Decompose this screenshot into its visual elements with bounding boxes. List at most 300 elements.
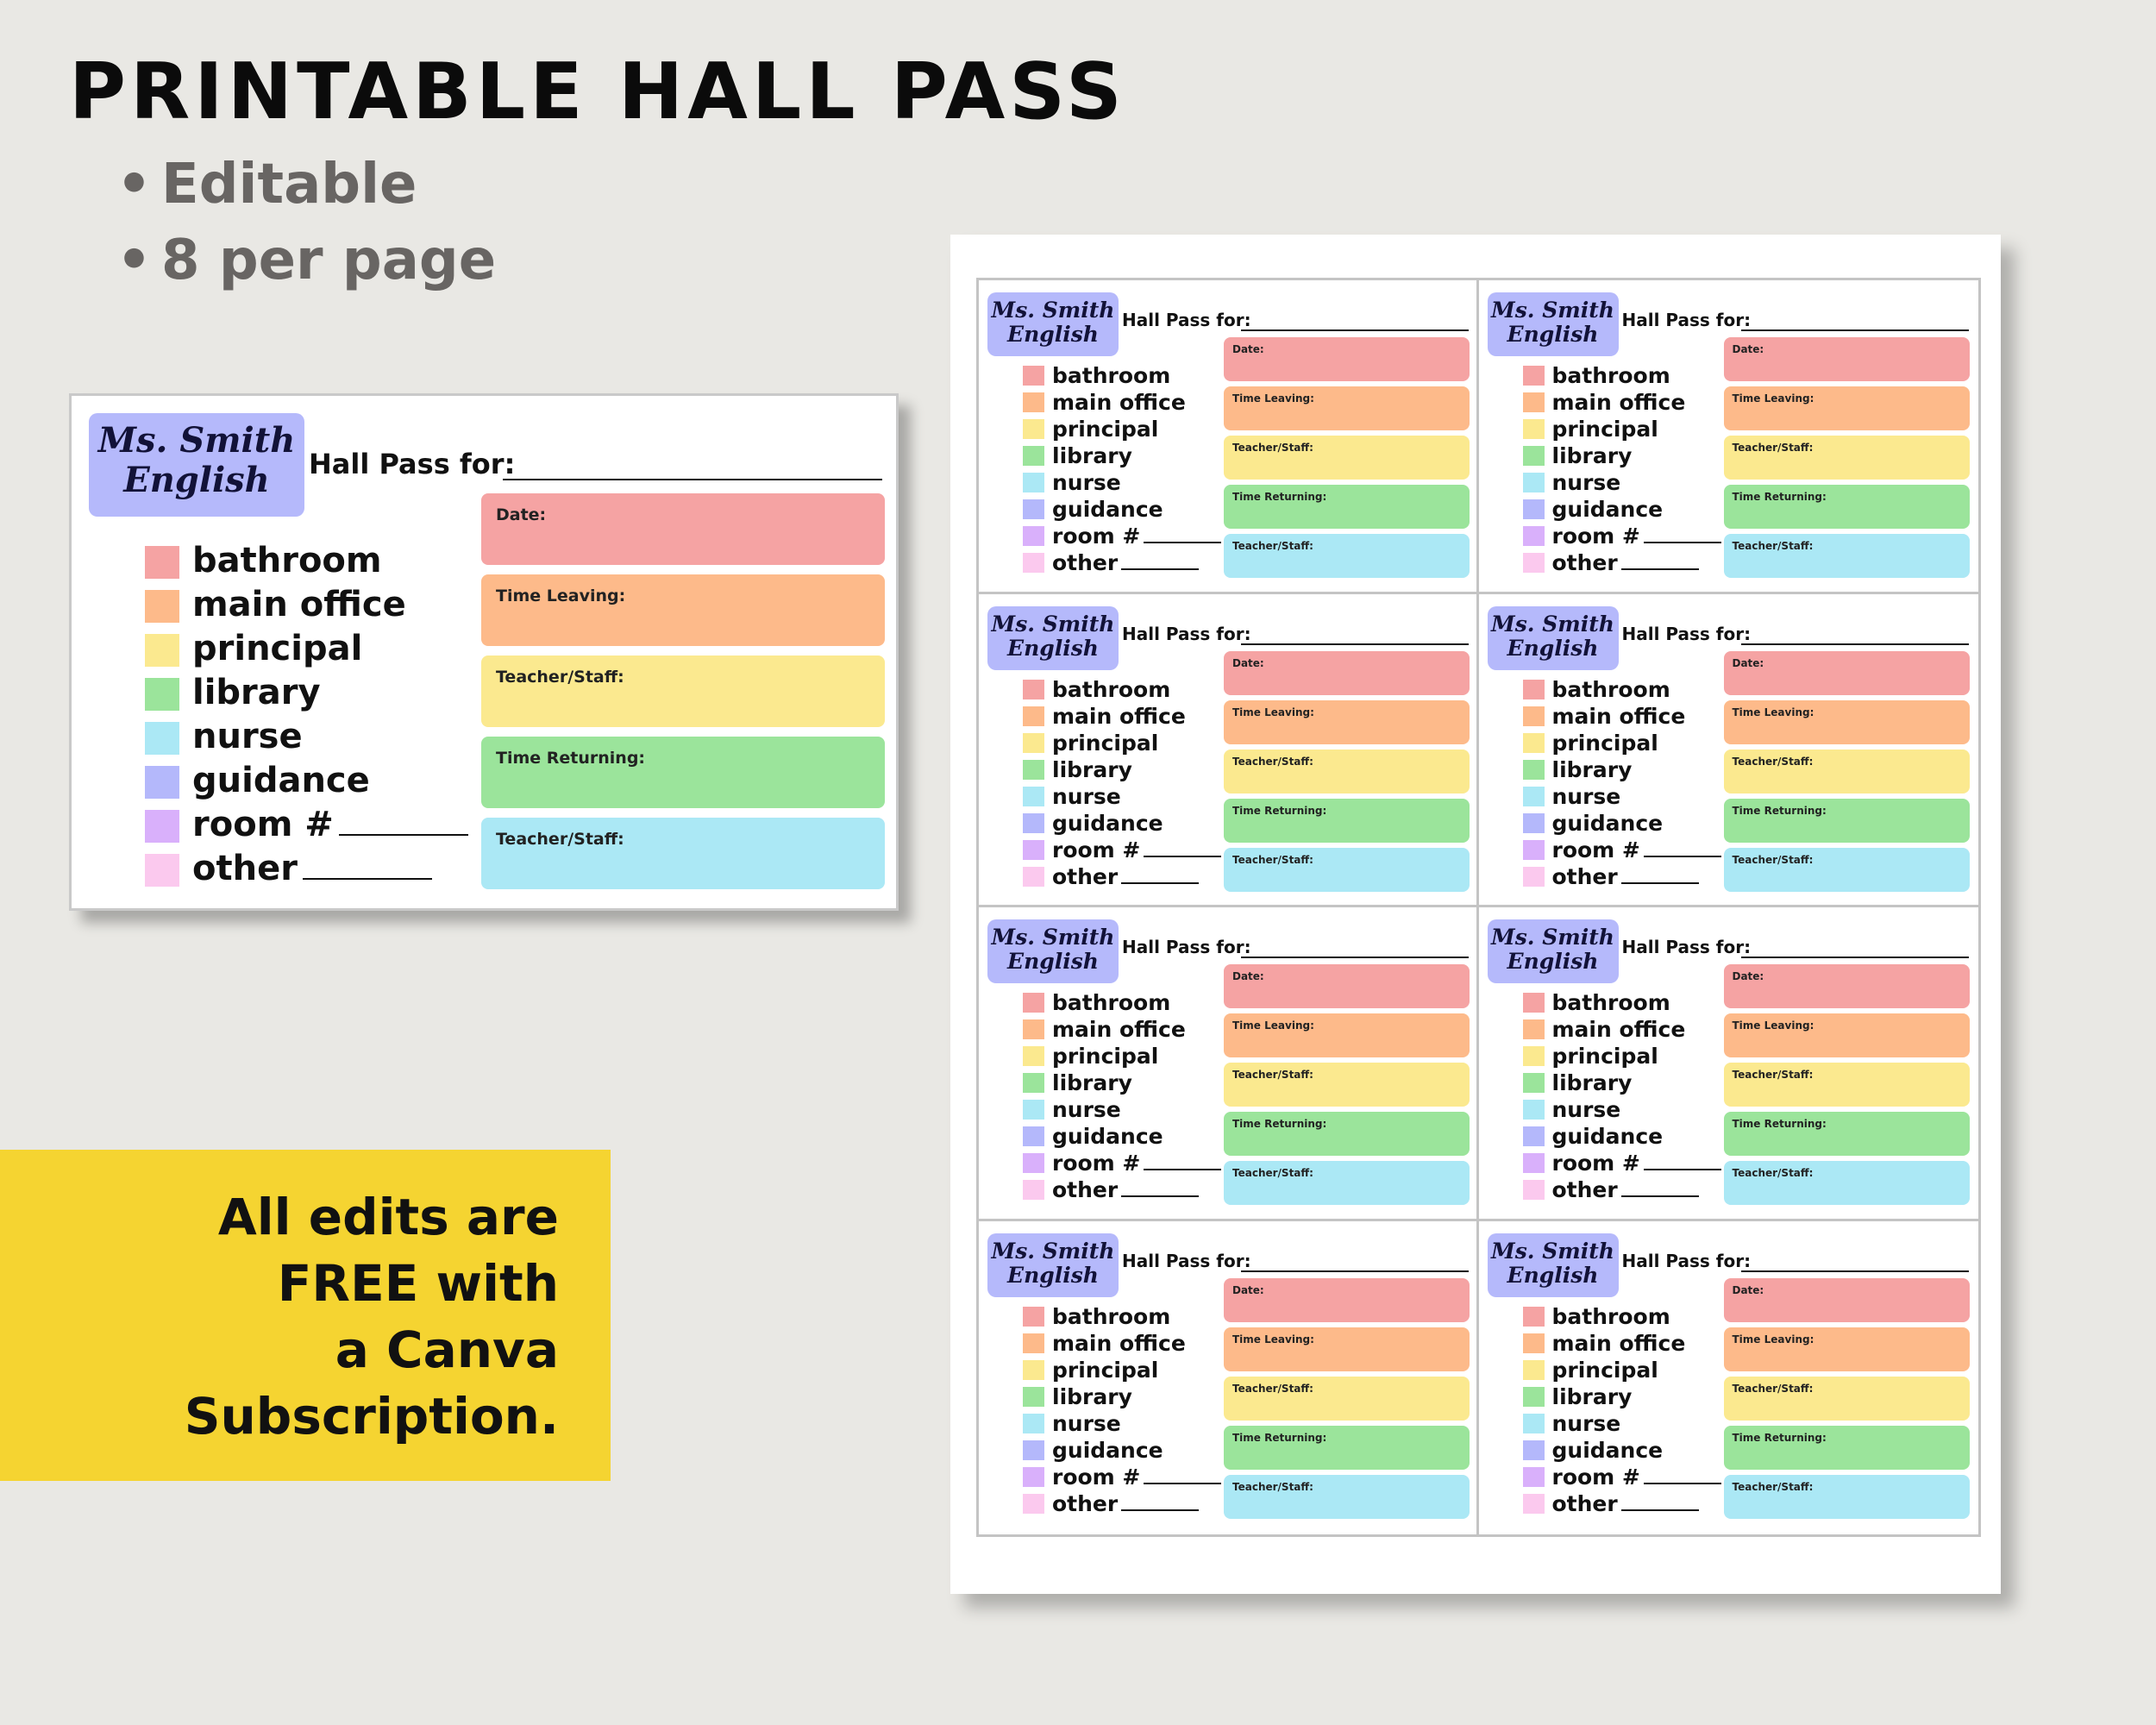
destination-option[interactable] (145, 759, 468, 803)
destination-label: bathroom (1551, 1303, 1670, 1329)
destination-option[interactable] (1523, 703, 1721, 730)
pass-field[interactable] (481, 493, 885, 565)
destination-option[interactable] (1523, 1490, 1721, 1517)
pass-field[interactable] (1224, 1063, 1470, 1107)
pass-field[interactable] (1224, 1426, 1470, 1470)
destination-option[interactable] (1023, 783, 1221, 810)
destination-swatch[interactable] (1523, 1046, 1545, 1066)
pass-for-input[interactable] (503, 479, 882, 480)
destination-label: guidance (1551, 810, 1664, 836)
destination-blank-input[interactable] (1644, 1483, 1721, 1484)
pass-field[interactable] (1724, 1327, 1970, 1371)
printable-sheet (950, 235, 2001, 1594)
destination-swatch[interactable] (1523, 1360, 1545, 1380)
destination-option[interactable] (1023, 703, 1221, 730)
destination-option[interactable] (1523, 783, 1721, 810)
destination-swatch[interactable] (1023, 1180, 1044, 1200)
destination-swatch[interactable] (1023, 760, 1044, 780)
pass-field[interactable] (1724, 386, 1970, 430)
subject-name: English (123, 460, 270, 500)
destination-swatch[interactable] (145, 766, 179, 799)
destination-option[interactable] (1523, 989, 1721, 1016)
destination-option[interactable] (1523, 389, 1721, 416)
destination-swatch[interactable] (1523, 1180, 1545, 1200)
pass-field[interactable] (1724, 337, 1970, 381)
destination-option[interactable] (1023, 523, 1221, 549)
destination-option[interactable] (1023, 389, 1221, 416)
destination-swatch[interactable] (1523, 1387, 1545, 1407)
field-label: Time Leaving: (1732, 1333, 1814, 1346)
destination-swatch[interactable] (1523, 1153, 1545, 1173)
destination-swatch[interactable] (1023, 867, 1044, 887)
pass-field[interactable] (1224, 436, 1470, 480)
field-label: Date: (1732, 1283, 1764, 1296)
destination-swatch[interactable] (1023, 526, 1044, 546)
pass-field[interactable] (1724, 651, 1970, 695)
pass-for-input[interactable] (1241, 643, 1469, 645)
destination-option[interactable] (1523, 1123, 1721, 1150)
destination-swatch[interactable] (1023, 473, 1044, 492)
destination-label: main office (1551, 703, 1686, 729)
destination-swatch[interactable] (1023, 1467, 1044, 1487)
destination-option[interactable] (1523, 1043, 1721, 1070)
field-label: Time Returning: (1232, 1118, 1327, 1130)
destination-swatch[interactable] (1023, 840, 1044, 860)
subject-name: English (1007, 949, 1099, 974)
pass-field[interactable] (1724, 848, 1970, 892)
feature-item: • Editable (116, 147, 496, 223)
destination-option[interactable] (1023, 756, 1221, 783)
hall-pass-preview (69, 393, 899, 911)
field-label: Teacher/Staff: (1732, 1069, 1814, 1081)
pass-for-label: Hall Pass for: (1122, 937, 1251, 957)
destination-option[interactable] (1523, 756, 1721, 783)
pass-for-label: Hall Pass for: (1621, 623, 1752, 644)
destination-swatch[interactable] (145, 810, 179, 843)
destination-swatch[interactable] (1023, 1153, 1044, 1173)
destination-label: room # (1052, 1464, 1141, 1490)
destination-swatch[interactable] (1023, 1126, 1044, 1146)
destination-swatch[interactable] (1523, 1307, 1545, 1327)
destination-blank-input[interactable] (1144, 856, 1221, 857)
destination-swatch[interactable] (1023, 1414, 1044, 1433)
destination-option[interactable] (1023, 1150, 1221, 1176)
teacher-name: Ms. Smith (1491, 298, 1614, 323)
destination-swatch[interactable] (1023, 813, 1044, 833)
destination-label: room # (1052, 1151, 1141, 1176)
destination-swatch[interactable] (145, 678, 179, 711)
pass-for-input[interactable] (1241, 1270, 1469, 1272)
pass-for-label: Hall Pass for: (1122, 623, 1251, 644)
pass-field[interactable] (1724, 485, 1970, 529)
pass-field[interactable] (1224, 386, 1470, 430)
destination-label: guidance (1052, 1437, 1163, 1463)
destination-swatch[interactable] (1023, 392, 1044, 412)
destination-option[interactable] (1023, 1176, 1221, 1203)
teacher-badge[interactable] (1488, 292, 1619, 356)
field-label: Teacher/Staff: (1732, 1480, 1814, 1493)
destination-option[interactable] (1523, 1303, 1721, 1330)
pass-for-input[interactable] (1241, 329, 1469, 331)
pass-field[interactable] (1724, 1161, 1970, 1205)
destination-blank-input[interactable] (1621, 882, 1699, 884)
destination-label: main office (1052, 390, 1186, 415)
pass-field[interactable] (481, 574, 885, 646)
hall-pass-card (1479, 594, 1979, 906)
pass-field[interactable] (1224, 1278, 1470, 1322)
destination-blank-input[interactable] (339, 834, 468, 836)
destination-option[interactable] (1523, 863, 1721, 890)
destination-swatch[interactable] (1523, 392, 1545, 412)
destination-swatch[interactable] (1523, 419, 1545, 439)
field-label: Date: (1232, 1283, 1264, 1296)
destination-option[interactable] (1523, 549, 1721, 576)
destination-option[interactable] (1023, 676, 1221, 703)
destination-option[interactable] (1023, 1410, 1221, 1437)
pass-field[interactable] (1724, 1377, 1970, 1421)
destination-option[interactable] (1523, 837, 1721, 863)
pass-field[interactable] (1724, 1013, 1970, 1057)
destination-swatch[interactable] (1523, 1073, 1545, 1093)
destination-blank-input[interactable] (1121, 882, 1199, 884)
destination-swatch[interactable] (145, 546, 179, 579)
teacher-badge[interactable] (1488, 606, 1619, 670)
destination-option[interactable] (1023, 1490, 1221, 1517)
pass-field[interactable] (1724, 1063, 1970, 1107)
destination-swatch[interactable] (1523, 553, 1545, 573)
destination-option[interactable] (1023, 1096, 1221, 1123)
destination-swatch[interactable] (145, 634, 179, 667)
pass-field[interactable] (1724, 1426, 1970, 1470)
destination-swatch[interactable] (1023, 1440, 1044, 1460)
destination-option[interactable] (1023, 1437, 1221, 1464)
destination-swatch[interactable] (1523, 1333, 1545, 1353)
destination-label: other (1551, 1490, 1618, 1516)
destination-option[interactable] (1523, 1096, 1721, 1123)
destination-blank-input[interactable] (1144, 542, 1221, 543)
destination-option[interactable] (1023, 837, 1221, 863)
pass-field[interactable] (1724, 1475, 1970, 1519)
pass-field[interactable] (1224, 337, 1470, 381)
destination-option[interactable] (145, 847, 468, 891)
destination-label: main office (1551, 390, 1686, 415)
destination-option[interactable] (1023, 416, 1221, 442)
destination-swatch[interactable] (1023, 733, 1044, 753)
pass-field[interactable] (1224, 1377, 1470, 1421)
destination-swatch[interactable] (1023, 499, 1044, 519)
destination-option[interactable] (1023, 469, 1221, 496)
destination-swatch[interactable] (1523, 473, 1545, 492)
destination-swatch[interactable] (1023, 706, 1044, 726)
pass-field[interactable] (1224, 651, 1470, 695)
pass-field[interactable] (481, 656, 885, 727)
destination-swatch[interactable] (1023, 1333, 1044, 1353)
pass-field[interactable] (481, 737, 885, 808)
destination-label: nurse (1052, 1097, 1121, 1122)
sheet-pass-cell (979, 1221, 1479, 1535)
destination-option[interactable] (1523, 442, 1721, 469)
destination-swatch[interactable] (1023, 1073, 1044, 1093)
destination-label: guidance (1052, 497, 1163, 522)
destination-swatch[interactable] (1523, 1494, 1545, 1514)
pass-field[interactable] (1224, 750, 1470, 794)
destination-swatch[interactable] (1523, 813, 1545, 833)
destination-swatch[interactable] (1523, 867, 1545, 887)
destination-swatch[interactable] (1523, 733, 1545, 753)
pass-for-input[interactable] (1741, 643, 1969, 645)
pass-field[interactable] (1224, 1327, 1470, 1371)
destination-list (1023, 1303, 1221, 1517)
destination-label: nurse (1052, 1410, 1121, 1436)
destination-swatch[interactable] (145, 854, 179, 887)
destination-blank-input[interactable] (1621, 1509, 1699, 1511)
destination-swatch[interactable] (1023, 419, 1044, 439)
destination-option[interactable] (1023, 549, 1221, 576)
pass-for-input[interactable] (1741, 1270, 1969, 1272)
sheet-pass-cell (979, 907, 1479, 1221)
destination-option[interactable] (145, 539, 468, 583)
destination-swatch[interactable] (1523, 1467, 1545, 1487)
destination-label: library (1551, 1070, 1633, 1095)
destination-option[interactable] (1523, 1410, 1721, 1437)
field-label: Teacher/Staff: (1232, 755, 1313, 768)
destination-label: library (1551, 756, 1633, 782)
destination-swatch[interactable] (1023, 553, 1044, 573)
sheet-pass-cell (979, 594, 1479, 908)
destination-swatch[interactable] (1523, 993, 1545, 1013)
destination-option[interactable] (1023, 1357, 1221, 1383)
destination-list (1523, 1303, 1721, 1517)
destination-blank-input[interactable] (303, 878, 432, 880)
destination-swatch[interactable] (1523, 760, 1545, 780)
field-label: Date: (1232, 970, 1264, 982)
destination-blank-input[interactable] (1644, 1169, 1721, 1170)
teacher-name: Ms. Smith (1491, 925, 1614, 950)
destination-swatch[interactable] (145, 590, 179, 623)
destination-label: guidance (1052, 810, 1163, 836)
destination-label: principal (1052, 1357, 1159, 1383)
destination-option[interactable] (1023, 1330, 1221, 1357)
destination-option[interactable] (1023, 1043, 1221, 1070)
destination-blank-input[interactable] (1621, 568, 1699, 570)
destination-swatch[interactable] (1523, 680, 1545, 699)
destination-swatch[interactable] (1523, 1440, 1545, 1460)
destination-label: library (1052, 443, 1132, 468)
destination-option[interactable] (1023, 863, 1221, 890)
destination-swatch[interactable] (1523, 446, 1545, 466)
field-label: Time Returning: (1732, 804, 1827, 817)
destination-label: guidance (192, 761, 370, 800)
field-label: Date: (1732, 970, 1764, 982)
pass-field[interactable] (1224, 1013, 1470, 1057)
promo-line: FREE with (277, 1254, 559, 1313)
teacher-badge[interactable] (987, 1233, 1119, 1297)
destination-blank-input[interactable] (1144, 1169, 1221, 1170)
destination-option[interactable] (1023, 989, 1221, 1016)
destination-swatch[interactable] (1523, 787, 1545, 806)
destination-label: bathroom (192, 541, 382, 580)
destination-option[interactable] (1523, 1357, 1721, 1383)
pass-for-input[interactable] (1241, 957, 1469, 958)
destination-option[interactable] (1523, 1070, 1721, 1096)
destination-blank-input[interactable] (1644, 542, 1721, 543)
destination-swatch[interactable] (1023, 1387, 1044, 1407)
field-label: Teacher/Staff: (1232, 1382, 1313, 1395)
destination-option[interactable] (1023, 1070, 1221, 1096)
teacher-name: Ms. Smith (97, 420, 296, 461)
destination-option[interactable] (1023, 1123, 1221, 1150)
destination-option[interactable] (1523, 416, 1721, 442)
destination-swatch[interactable] (1023, 1100, 1044, 1120)
pass-field[interactable] (1224, 534, 1470, 578)
destination-option[interactable] (1523, 362, 1721, 389)
destination-blank-input[interactable] (1121, 1509, 1199, 1511)
destination-option[interactable] (145, 715, 468, 759)
destination-option[interactable] (1023, 362, 1221, 389)
destination-swatch[interactable] (1523, 1019, 1545, 1039)
sheet-pass-cell (1479, 907, 1979, 1221)
destination-label: guidance (1551, 497, 1664, 522)
destination-swatch[interactable] (1023, 787, 1044, 806)
destination-swatch[interactable] (1523, 366, 1545, 386)
destination-blank-input[interactable] (1121, 568, 1199, 570)
destination-label: room # (1551, 837, 1640, 862)
destination-option[interactable] (1523, 1330, 1721, 1357)
destination-swatch[interactable] (1523, 706, 1545, 726)
pass-field[interactable] (1724, 1112, 1970, 1156)
destination-label: other (1551, 863, 1618, 889)
destination-list (1023, 989, 1221, 1203)
destination-option[interactable] (1523, 469, 1721, 496)
destination-option[interactable] (145, 583, 468, 627)
destination-swatch[interactable] (1023, 1046, 1044, 1066)
destination-option[interactable] (1023, 496, 1221, 523)
destination-swatch[interactable] (1523, 499, 1545, 519)
destination-blank-input[interactable] (1644, 856, 1721, 857)
hall-pass-card (979, 1221, 1476, 1535)
pass-for-input[interactable] (1741, 329, 1969, 331)
destination-swatch[interactable] (145, 722, 179, 755)
destination-option[interactable] (1023, 1464, 1221, 1490)
destination-option[interactable] (1523, 676, 1721, 703)
destination-option[interactable] (145, 627, 468, 671)
destination-option[interactable] (1523, 496, 1721, 523)
destination-option[interactable] (1523, 1464, 1721, 1490)
pass-field[interactable] (481, 818, 885, 889)
destination-option[interactable] (1523, 1016, 1721, 1043)
destination-label: other (1052, 1490, 1119, 1516)
destination-blank-input[interactable] (1621, 1195, 1699, 1197)
teacher-badge[interactable] (987, 919, 1119, 983)
destination-list (1523, 362, 1721, 576)
destination-label: main office (1551, 1017, 1686, 1042)
bullet-icon: • (116, 229, 152, 292)
teacher-badge[interactable] (1488, 1233, 1619, 1297)
destination-option[interactable] (1023, 1016, 1221, 1043)
hall-pass-card (979, 594, 1476, 906)
teacher-badge[interactable] (987, 606, 1119, 670)
destination-swatch[interactable] (1023, 1307, 1044, 1327)
destination-label: other (1551, 1177, 1618, 1202)
pass-field[interactable] (1224, 485, 1470, 529)
destination-option[interactable] (1023, 442, 1221, 469)
destination-swatch[interactable] (1523, 840, 1545, 860)
destination-label: main office (1052, 1017, 1186, 1042)
destination-option[interactable] (145, 803, 468, 847)
destination-option[interactable] (1523, 1150, 1721, 1176)
destination-option[interactable] (1023, 730, 1221, 756)
pass-field[interactable] (1224, 848, 1470, 892)
destination-blank-input[interactable] (1121, 1195, 1199, 1197)
destination-label: nurse (1551, 1410, 1621, 1436)
destination-option[interactable] (1523, 1176, 1721, 1203)
destination-option[interactable] (1523, 523, 1721, 549)
destination-option[interactable] (1023, 1303, 1221, 1330)
destination-option[interactable] (1023, 1383, 1221, 1410)
destination-swatch[interactable] (1023, 1360, 1044, 1380)
subject-name: English (1007, 635, 1099, 661)
destination-option[interactable] (1023, 810, 1221, 837)
destination-swatch[interactable] (1023, 1019, 1044, 1039)
destination-label: main office (1052, 1330, 1186, 1356)
teacher-badge[interactable] (1488, 919, 1619, 983)
pass-field[interactable] (1224, 1161, 1470, 1205)
destination-option[interactable] (1523, 810, 1721, 837)
destination-option[interactable] (145, 671, 468, 715)
pass-field[interactable] (1724, 750, 1970, 794)
pass-field[interactable] (1224, 700, 1470, 744)
pass-field[interactable] (1724, 700, 1970, 744)
pass-field[interactable] (1724, 1278, 1970, 1322)
destination-swatch[interactable] (1023, 446, 1044, 466)
pass-field[interactable] (1724, 799, 1970, 843)
destination-label: room # (1551, 524, 1640, 549)
destination-option[interactable] (1523, 730, 1721, 756)
pass-field[interactable] (1224, 1475, 1470, 1519)
pass-field[interactable] (1724, 436, 1970, 480)
pass-field[interactable] (1224, 799, 1470, 843)
destination-swatch[interactable] (1523, 1414, 1545, 1433)
destination-label: library (1551, 443, 1633, 468)
teacher-badge[interactable] (89, 413, 304, 517)
pass-field[interactable] (1724, 534, 1970, 578)
field-label: Time Leaving: (1732, 1019, 1814, 1032)
pass-field[interactable] (1224, 1112, 1470, 1156)
destination-label: other (1551, 550, 1618, 575)
pass-for-input[interactable] (1741, 957, 1969, 958)
destination-swatch[interactable] (1023, 1494, 1044, 1514)
destination-swatch[interactable] (1523, 1126, 1545, 1146)
destination-label: principal (192, 629, 363, 668)
destination-option[interactable] (1523, 1383, 1721, 1410)
destination-blank-input[interactable] (1144, 1483, 1221, 1484)
destination-label: principal (1551, 417, 1658, 442)
hall-pass-card (1479, 280, 1979, 592)
destination-swatch[interactable] (1023, 993, 1044, 1013)
teacher-badge[interactable] (987, 292, 1119, 356)
pass-field[interactable] (1224, 964, 1470, 1008)
destination-swatch[interactable] (1523, 526, 1545, 546)
pass-field[interactable] (1724, 964, 1970, 1008)
destination-label: room # (192, 805, 334, 844)
destination-option[interactable] (1523, 1437, 1721, 1464)
destination-swatch[interactable] (1023, 366, 1044, 386)
destination-label: library (1052, 1383, 1132, 1409)
destination-swatch[interactable] (1023, 680, 1044, 699)
field-label: Teacher/Staff: (1232, 540, 1313, 552)
destination-swatch[interactable] (1523, 1100, 1545, 1120)
field-label: Time Returning: (1232, 491, 1327, 503)
